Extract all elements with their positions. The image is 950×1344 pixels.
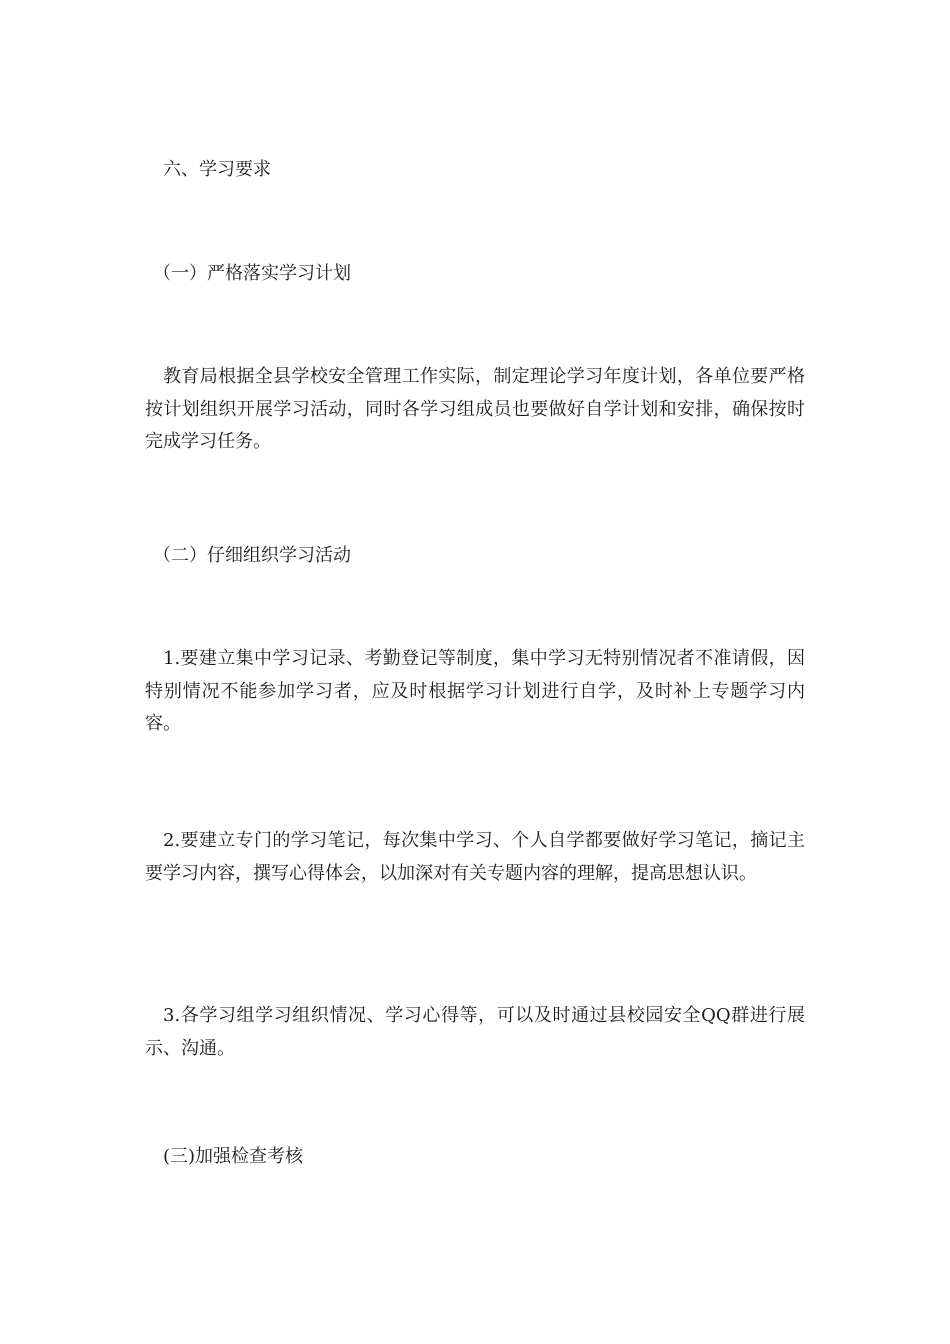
subsection-heading-3: (三)加强检查考核 xyxy=(163,1146,304,1167)
subsection-1-paragraph: 教育局根据全县学校安全管理工作实际，制定理论学习年度计划，各单位要严格按计划组织开展学习活动，同时各学习组成员也要做好自学计划和安排，确保按时完成学习任务。 xyxy=(145,366,805,452)
list-item-1: 1.要建立集中学习记录、考勤登记等制度，集中学习无特别情况者不准请假，因特别情况不能参加学习者，应及时根据学习计划进行自学，及时补上专题学习内容。 xyxy=(145,648,805,734)
subsection-heading-1: （一）严格落实学习计划 xyxy=(153,263,351,284)
subsection-heading-2: （二）仔细组织学习活动 xyxy=(153,545,351,566)
section-heading: 六、学习要求 xyxy=(163,159,271,180)
list-item-3: 3.各学习组学习组织情况、学习心得等，可以及时通过县校园安全QQ群进行展示、沟通。 xyxy=(145,1005,805,1059)
list-item-2: 2.要建立专门的学习笔记，每次集中学习、个人自学都要做好学习笔记，摘记主要学习内容，撰写心得体会，以加深对有关专题内容的理解，提高思想认识。 xyxy=(145,830,805,884)
